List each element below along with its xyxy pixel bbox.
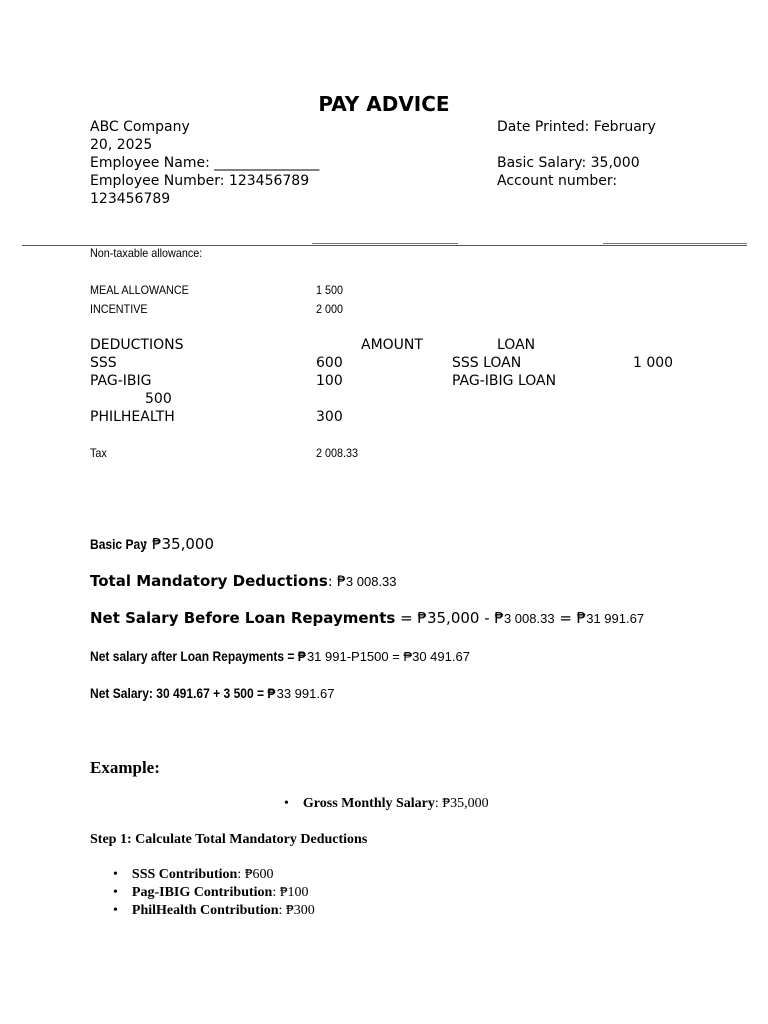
net-salary-value: 33 991.67 [276,686,335,701]
net-before-line [90,608,644,629]
total-mandatory-line [90,571,397,592]
philhealth-contribution-item [113,902,315,920]
sss-loan-value: 1 000 [633,355,674,371]
tax-label: Tax [90,446,107,460]
sss-label: SSS [90,355,117,371]
company-name: ABC Company [90,119,190,135]
philhealth-contribution-label: PhilHealth Contribution [131,903,279,918]
allowance-incentive-value: 2 000 [316,302,344,316]
date-printed-continued: 20, 2025 [90,137,153,153]
pagibig-loan-value: 500 [145,391,172,407]
total-mandatory-value: 3 008.33 [345,574,397,589]
philhealth-label: PHILHEALTH [90,409,175,425]
sss-contribution-label: SSS Contribution [131,867,238,882]
col-loan: LOAN [497,337,536,353]
example-heading: Example: [90,758,160,777]
net-after-line [90,647,470,666]
pagibig-contribution-item [113,884,309,902]
basic-pay-value: : ₱35,000 [142,535,215,553]
divider-underline-mid [312,243,458,244]
bullet-icon: • [113,867,118,882]
net-before-label: Net Salary Before Loan Repayments [90,609,396,627]
net-before-eq: = ₱35,000 - ₱ [395,609,504,627]
bullet-icon: • [113,903,118,918]
net-before-a: 3 008.33 [503,611,555,626]
col-deductions: DEDUCTIONS [90,337,184,353]
date-printed: Date Printed: February [497,119,656,135]
net-after-value: 31 991-P1500 = ₱30 491.67 [306,649,470,664]
sss-value: 600 [316,355,343,371]
net-salary-label: Net Salary: 30 491.67 + 3 500 = ₱ [90,685,276,701]
gross-salary-label: Gross Monthly Salary [302,796,435,811]
sss-loan-label: SSS LOAN [452,355,522,371]
pagibig-value: 100 [316,373,343,389]
basic-pay-line [90,535,214,553]
divider-underline-right [603,243,747,244]
gross-salary-value: : ₱35,000 [434,796,489,811]
net-salary-line [90,684,334,703]
basic-pay-label: Basic Pay [90,536,147,552]
allowance-incentive-label: INCENTIVE [90,302,148,316]
employee-number: Employee Number: 123456789 [90,173,310,189]
pagibig-loan-label: PAG-IBIG LOAN [452,373,557,389]
col-amount: AMOUNT [361,337,423,353]
bullet-icon: • [113,885,118,900]
total-mandatory-sep: : ₱ [327,574,346,590]
philhealth-value: 300 [316,409,343,425]
sss-contribution-item [113,866,274,884]
bullet-icon: • [284,796,289,811]
philhealth-contribution-value: : ₱300 [278,903,315,918]
net-before-b: 31 991.67 [586,611,645,626]
tax-value: 2 008.33 [316,446,359,460]
pagibig-contribution-label: Pag-IBIG Contribution [131,885,273,900]
account-number-value: 123456789 [90,191,171,207]
net-after-label: Net salary after Loan Repayments = ₱ [90,648,306,664]
gross-salary-item [284,795,489,813]
allowance-heading: Non-taxable allowance: [90,246,203,260]
net-before-eq2: = ₱ [554,609,587,627]
sss-contribution-value: : ₱600 [237,867,274,882]
pagibig-label: PAG-IBIG [90,373,152,389]
total-mandatory-label: Total Mandatory Deductions [90,572,328,590]
account-number-label: Account number: [497,173,618,189]
step1-heading: Step 1: Calculate Total Mandatory Deductions [90,832,368,847]
employee-name: Employee Name: _______________ [90,155,320,171]
allowance-meal-label: MEAL ALLOWANCE [90,283,189,297]
page-title: PAY ADVICE [318,92,450,116]
basic-salary: Basic Salary: 35,000 [497,155,640,171]
allowance-meal-value: 1 500 [316,283,344,297]
pagibig-contribution-value: : ₱100 [272,885,309,900]
